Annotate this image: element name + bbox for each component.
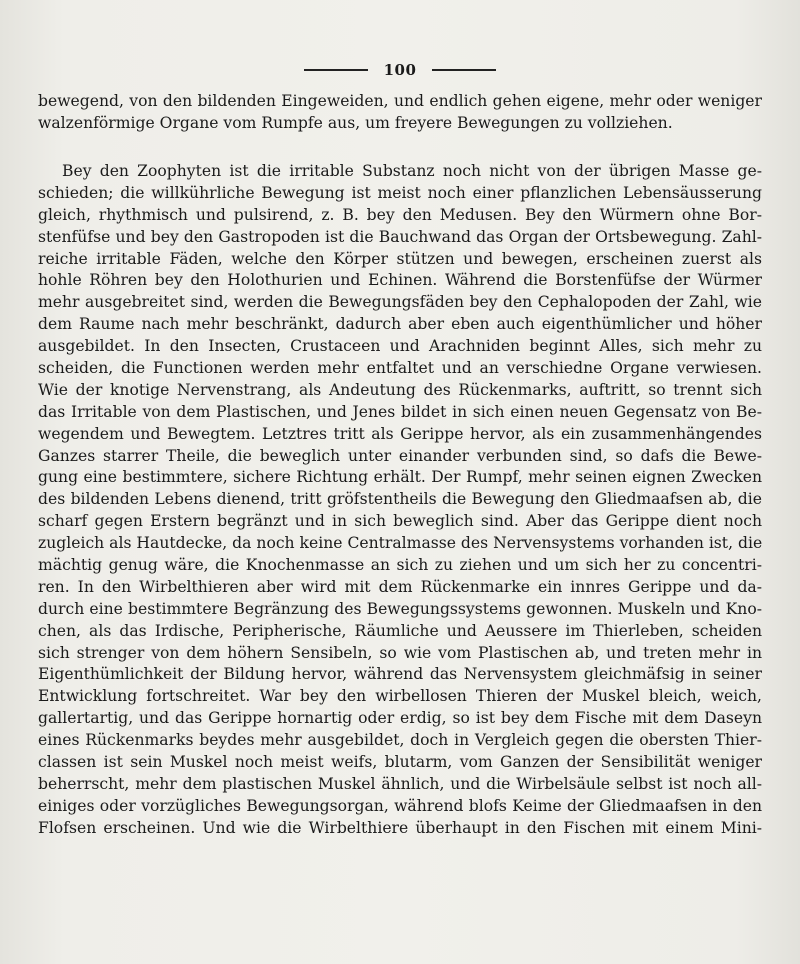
text-line: gleich, rhythmisch und pulsirend, z. B. bey den Medusen. Bey den Würmern ohne Bor- xyxy=(38,205,762,224)
text-line: ausgebildet. In den Insecten, Crustaceen und Arachniden beginnt Alles, sich mehr zu xyxy=(38,337,762,356)
text-line: durch eine bestimmtere Begränzung des Bewegungssystems gewonnen. Muskeln und Kno- xyxy=(38,599,762,618)
text-line: Eigenthümlichkeit der Bildung hervor, während das Nervensystem gleichmäfsig in seiner xyxy=(38,665,762,684)
paragraph-1 xyxy=(38,91,762,135)
text-line: classen ist sein Muskel noch meist weifs, blutarm, vom Ganzen der Sensibilität weniger xyxy=(38,753,762,772)
text-line: bewegend, von den bildenden Eingeweiden, und endlich gehen eigene, mehr oder weniger xyxy=(38,92,762,110)
text-line: dem Raume nach mehr beschränkt, dadurch aber eben auch eigenthümlicher und höher xyxy=(38,315,762,334)
text-line: Entwicklung fortschreitet. War bey den wirbellosen Thieren der Muskel bleich, weich, xyxy=(38,687,762,706)
text-line: einiges oder vorzügliches Bewegungsorgan, während blofs Keime der Gliedmaafsen in den xyxy=(38,796,762,815)
text-line: chen, als das Irdische, Peripherische, Räumliche und Aeussere im Thierleben, scheiden xyxy=(38,621,762,640)
text-line: wegendem und Bewegtem. Letztres tritt als Gerippe hervor, als ein zusammenhängendes xyxy=(38,424,762,443)
text-line: schieden; die willkührliche Bewegung ist meist noch einer pflanzlichen Lebensäusserung xyxy=(38,183,762,202)
text-line: Bey den Zoophyten ist die irritable Substanz noch nicht von der übrigen Masse ge- xyxy=(62,162,762,180)
text-line: zugleich als Hautdecke, da noch keine Centralmasse des Nervensystems vorhanden ist, die xyxy=(38,534,762,553)
text-line: Wie der knotige Nervenstrang, als Andeutung des Rückenmarks, auftritt, so trennt sich xyxy=(38,380,762,399)
text-line: sich strenger von dem höhern Sensibeln, so wie vom Plastischen ab, und treten mehr in xyxy=(38,643,762,662)
text-line: scharf gegen Erstern begränzt und in sich beweglich sind. Aber das Gerippe dient noch xyxy=(38,512,762,531)
text-line: Ganzes starrer Theile, die beweglich unter einander verbunden sind, so dafs die Bewe- xyxy=(38,446,762,465)
text-line: gallertartig, und das Gerippe hornartig oder erdig, so ist bey dem Fische mit dem Daseyn xyxy=(38,709,762,728)
text-line: mächtig genug wäre, die Knochenmasse an sich zu ziehen und um sich her zu concentri- xyxy=(38,556,762,575)
text-line: das Irritable von dem Plastischen, und Jenes bildet in sich einen neuen Gegensatz von Be- xyxy=(38,402,762,421)
header-rule-right xyxy=(432,69,496,71)
paragraph-2 xyxy=(38,161,762,840)
header-rule-left xyxy=(304,69,368,71)
page-number: 100 xyxy=(383,61,417,79)
text-line: hohle Röhren bey den Holothurien und Echinen. Während die Borstenfüfse der Würmer xyxy=(38,271,762,290)
text-line: beherrscht, mehr dem plastischen Muskel ähnlich, und die Wirbelsäule selbst ist noch all- xyxy=(38,774,762,793)
text-line: reiche irritable Fäden, welche den Körper stützen und bewegen, erscheinen zuerst als xyxy=(38,249,762,268)
page-header xyxy=(0,58,800,82)
text-line: walzenförmige Organe vom Rumpfe aus, um freyere Bewegungen zu vollziehen. xyxy=(38,113,673,132)
text-line: eines Rückenmarks beydes mehr ausgebildet, doch in Vergleich gegen die obersten Thier- xyxy=(38,731,762,750)
text-line: mehr ausgebreitet sind, werden die Bewegungsfäden bey den Cephalopoden der Zahl, wie xyxy=(38,293,762,312)
text-line: Flofsen erscheinen. Und wie die Wirbelthiere überhaupt in den Fischen mit einem Mini- xyxy=(38,818,762,837)
text-line: ren. In den Wirbelthieren aber wird mit dem Rückenmarke ein innres Gerippe und da- xyxy=(38,577,762,596)
text-line: stenfüfse und bey den Gastropoden ist die Bauchwand das Organ der Ortsbewegung. Zahl- xyxy=(38,227,762,246)
text-line: gung eine bestimmtere, sichere Richtung erhält. Der Rumpf, mehr seinen eignen Zwecken xyxy=(38,468,762,487)
text-line: scheiden, die Functionen werden mehr entfaltet und an verschiedne Organe verwiesen. xyxy=(38,359,762,378)
text-line: des bildenden Lebens dienend, tritt gröfstentheils die Bewegung den Gliedmaafsen ab, die xyxy=(38,490,762,509)
